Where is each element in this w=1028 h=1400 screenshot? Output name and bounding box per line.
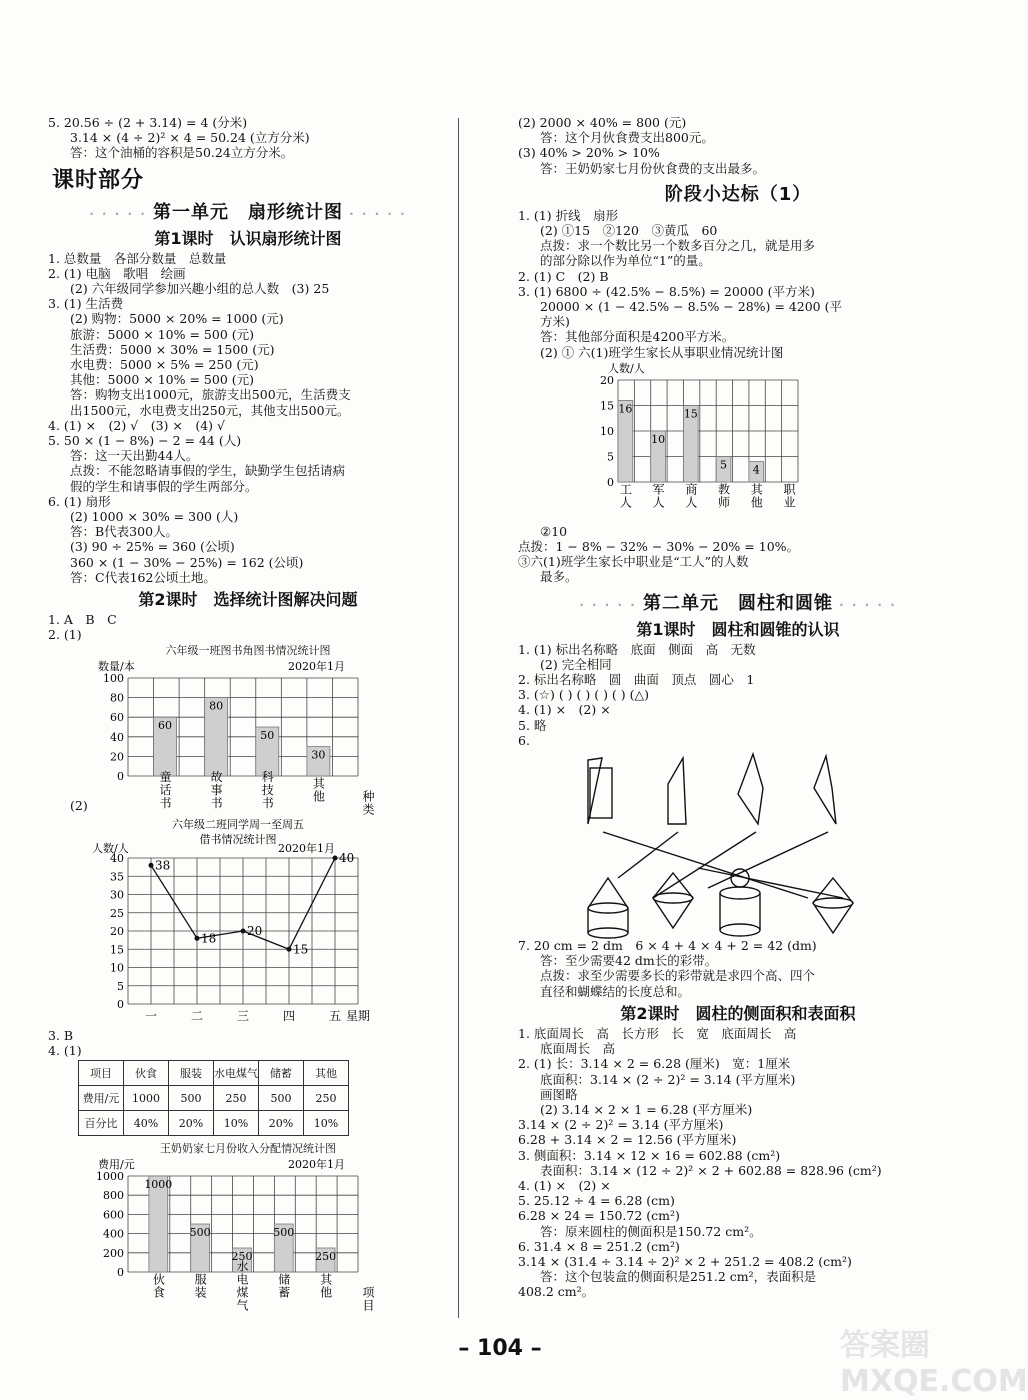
text-line: 2. 标出名称略 圆 曲面 顶点 圆心 1: [518, 672, 755, 688]
point-value-label: 38: [155, 857, 171, 872]
x-category-label: 二: [190, 1008, 204, 1023]
bar-value-label: 500: [189, 1226, 211, 1240]
text-line: (2) 购物：5000 × 20% = 1000 (元): [70, 311, 284, 327]
x-category-label: 伙食: [151, 1273, 166, 1300]
matching-figure: [578, 748, 908, 938]
text-line: ③六(1)班学生家长中职业是“工人”的人数: [518, 554, 749, 570]
text-line: 点拨：1 − 8% − 32% − 30% − 20% = 10%。: [518, 539, 800, 555]
bar-value-label: 1000: [144, 1178, 173, 1192]
point-value-label: 40: [339, 850, 355, 865]
lesson-title: 第2课时 选择统计图解决问题: [138, 590, 358, 610]
text-line: 3.14 × (2 ÷ 2)² = 3.14 (平方厘米): [518, 1117, 724, 1133]
shape-kite-2: [814, 756, 836, 824]
expense-bar-chart: [88, 1158, 388, 1328]
text-line: (2) 完全相同: [540, 656, 612, 672]
chart-date: 2020年1月: [288, 660, 345, 674]
y-tick-label: 0: [607, 475, 614, 489]
y-tick-label: 15: [600, 399, 614, 413]
match-line: [618, 832, 678, 878]
shape-spindle: [813, 878, 853, 933]
text-line: 答：这个月伙食费支出800元。: [540, 130, 714, 146]
text-line: 7. 20 cm = 2 dm 6 × 4 + 4 × 4 + 2 = 42 (dm): [518, 938, 817, 954]
column-divider: [458, 118, 459, 1318]
chart-title: 王奶奶家七月份收入分配情况统计图: [160, 1142, 336, 1156]
x-axis-label: 种类: [361, 790, 375, 817]
text-line: 答：其他部分面积是4200平方米。: [540, 329, 735, 345]
text-line: 5. 50 × (1 − 8%) − 2 = 44 (人): [48, 433, 242, 449]
y-tick-label: 40: [110, 851, 124, 865]
x-category-label: 职业: [782, 482, 796, 509]
unit-title: · · · · · 第二单元 圆柱和圆锥 · · · · ·: [579, 592, 897, 614]
x-category-label: 一: [144, 1008, 158, 1023]
text-line: 6.: [518, 732, 530, 748]
y-tick-label: 0: [117, 1266, 124, 1280]
y-tick-label: 5: [607, 450, 614, 464]
expense-table: [78, 1060, 349, 1136]
chart-date: 2020年1月: [278, 841, 335, 855]
text-line: 408.2 cm²。: [518, 1284, 595, 1300]
text-line: 3. B: [48, 1027, 74, 1043]
bar-value-label: 30: [311, 749, 326, 763]
text-line: 5. 略: [518, 717, 547, 733]
text-line: 1. 总数量 各部分数量 总数量: [48, 250, 227, 266]
text-line: (3) 40% > 20% > 10%: [518, 145, 660, 161]
text-line: 出1500元，水电费支出250元，其他支出500元。: [70, 402, 350, 418]
data-point: [149, 862, 154, 867]
text-line: 1. 底面周长 高 长方形 长 宽 底面周长 高: [518, 1025, 797, 1041]
unit-title: · · · · · 第一单元 扇形统计图 · · · · ·: [89, 201, 407, 223]
bar-value-label: 16: [618, 402, 633, 416]
data-point: [287, 946, 292, 951]
text-line: 2. (1) C (2) B: [518, 268, 609, 284]
bar-value-label: 10: [651, 432, 666, 446]
x-category-label: 五: [328, 1008, 342, 1023]
chart-title-line1: 六年级二班同学周一至周五: [172, 817, 304, 831]
text-line: (2) ①15 ②120 ③黄瓜 60: [540, 223, 718, 239]
text-line: (2) 3.14 × 2 × 1 = 6.28 (平方厘米): [540, 1101, 753, 1117]
text-line: 答：至少需要42 dm长的彩带。: [540, 953, 718, 969]
x-category-label: 水电煤气: [234, 1260, 249, 1313]
y-tick-label: 40: [110, 731, 124, 745]
x-category-label: 童话书: [158, 770, 173, 810]
text-line: (2) 2000 × 40% = 800 (元): [518, 115, 687, 130]
y-tick-label: 100: [103, 672, 124, 686]
text-line: 底面积：3.14 × (2 ÷ 2)² = 3.14 (平方厘米): [540, 1071, 796, 1087]
text-line: 3. (1) 生活费: [48, 296, 124, 312]
x-category-label: 服装: [193, 1273, 208, 1300]
text-line: 答：这一天出勤44人。: [70, 448, 199, 464]
text-line: 旅游：5000 × 10% = 500 (元): [70, 326, 255, 342]
text-line: 画图略: [540, 1086, 578, 1102]
chart-svg: [588, 362, 828, 522]
text-line: 5. 25.12 ÷ 4 = 6.28 (cm): [518, 1193, 675, 1209]
text-line: 2. (1) 长：3.14 × 2 = 6.28 (厘米) 宽：1厘米: [518, 1056, 791, 1072]
y-tick-label: 20: [600, 373, 614, 387]
stage-lines: [518, 208, 958, 360]
lesson-title: 第1课时 认识扇形统计图: [154, 228, 342, 248]
text-line: 3.14 × (31.4 ÷ 3.14 ÷ 2)² × 2 + 251.2 = 408.2 (cm²): [518, 1253, 852, 1269]
y-axis-label: 数量/本: [98, 660, 135, 674]
y-axis-label: 人数/人: [92, 841, 129, 855]
text-line: 3. (☆) ( ) ( ) ( ) ( ) (△): [518, 687, 649, 703]
right-column: [518, 115, 958, 1300]
x-category-label: 其他: [318, 1273, 333, 1300]
y-tick-label: 0: [117, 770, 124, 784]
y-tick-label: 1000: [96, 1170, 124, 1184]
text-line: (2) ① 六(1)班学生家长从事职业情况统计图: [540, 344, 784, 360]
text-line: 答：购物支出1000元，旅游支出500元，生活费支: [70, 387, 351, 403]
y-tick-label: 800: [103, 1189, 124, 1203]
y-tick-label: 80: [110, 692, 124, 706]
lesson-title: 第1课时 圆柱和圆锥的认识: [636, 619, 840, 639]
text-line: 3. (1) 6800 ÷ (42.5% − 8.5%) = 20000 (平方米): [518, 283, 815, 299]
x-category-label: 四: [282, 1008, 296, 1023]
text-line: 点拨：不能忽略请事假的学生，缺勤学生包括请病: [70, 463, 346, 479]
text-line: 答：这个包装盒的侧面积是251.2 cm²，表面积是: [540, 1269, 817, 1285]
y-axis-label: 费用/元: [98, 1158, 135, 1172]
lesson4-lines: [518, 1026, 958, 1300]
watermark: 答案圈 MXQE.COM: [840, 1328, 1028, 1399]
bar-value-label: 60: [158, 719, 173, 733]
x-category-label: 军人: [651, 482, 666, 509]
text-line: 6. 31.4 × 8 = 251.2 (cm²): [518, 1238, 680, 1254]
jobs-bar-chart: [588, 362, 828, 522]
stage-after-lines: [518, 524, 958, 585]
y-axis-label: 人数/人: [608, 361, 645, 375]
y-tick-label: 5: [117, 979, 124, 993]
y-tick-label: 15: [110, 942, 124, 956]
text-line: (3) 90 ÷ 25% = 360 (公顷): [70, 539, 235, 555]
text-line: 4. (1): [48, 1042, 82, 1058]
x-category-label: 其他: [311, 777, 326, 804]
text-line: 4. (1) × (2) √ (3) × (4) √: [48, 417, 225, 433]
text-line: 的部分除以作为单位“1”的量。: [540, 253, 711, 269]
lesson-title: 第2课时 圆柱的侧面积和表面积: [620, 1003, 856, 1023]
chart-svg: [88, 816, 388, 1026]
chart-svg: [88, 1158, 388, 1328]
chart-date: 2020年1月: [288, 1158, 345, 1172]
text-line: 水电费：5000 × 5% = 250 (元): [70, 357, 259, 373]
text-line: 1. (1) 标出名称略 底面 侧面 高 无数: [518, 641, 756, 657]
text-line: 2. (1) 电脑 歌唱 绘画: [48, 265, 186, 281]
x-category-label: 工人: [618, 482, 633, 509]
x-category-label: 科技书: [260, 770, 275, 810]
stage-title: 阶段小达标（1）: [664, 183, 812, 205]
x-category-label: 教师: [716, 482, 731, 509]
books-bar-chart: [88, 660, 388, 817]
x-axis-label: 项目: [361, 1286, 375, 1313]
lesson3-after-lines: [518, 938, 958, 999]
text-line: 4. (1) × (2) ×: [518, 702, 611, 718]
chart-title: 六年级一班图书角图书情况统计图: [165, 644, 331, 658]
x-category-label: 储蓄: [276, 1273, 291, 1300]
text-line: 20000 × (1 − 42.5% − 8.5% − 28%) = 4200 (平: [540, 299, 842, 315]
y-tick-label: 10: [110, 961, 124, 975]
text-line: 6. (1) 扇形: [48, 493, 111, 509]
text-line: 2. (1): [48, 627, 82, 643]
data-point: [333, 855, 338, 860]
chart-svg: [88, 660, 388, 817]
table-row: 费用/元 1000 500 250 500 250: [79, 1086, 349, 1111]
bar-value-label: 250: [231, 1250, 253, 1264]
y-tick-label: 30: [110, 888, 124, 902]
shape-rect-1: [590, 768, 612, 818]
text-line: ②10: [540, 523, 568, 539]
text-line: 生活费：5000 × 30% = 1500 (元): [70, 341, 275, 357]
shape-double-cone: [653, 873, 693, 928]
table-row: 百分比 40% 20% 10% 20% 10%: [79, 1111, 349, 1136]
text-line: 假的学生和请事假的学生两部分。: [70, 478, 258, 494]
shape-trapezoid: [668, 758, 686, 824]
left-column: [48, 115, 448, 1330]
text-line: 360 × (1 − 30% − 25%) = 162 (公顷): [70, 554, 304, 570]
y-tick-label: 10: [600, 424, 614, 438]
text-line: (2) 六年级同学参加兴趣小组的总人数 (3) 25: [70, 281, 330, 297]
lesson3-lines: [518, 642, 958, 748]
x-axis-label: 星期: [346, 1008, 371, 1023]
text-line: 答：C代表162公顷土地。: [70, 569, 216, 585]
point-value-label: 20: [247, 923, 263, 938]
point-value-label: 15: [293, 941, 309, 956]
text-line: 底面周长 高: [540, 1041, 616, 1057]
text-line: 点拨：求至少需要多长的彩带就是求四个高、四个: [540, 968, 816, 984]
data-point: [241, 928, 246, 933]
y-tick-label: 600: [103, 1208, 124, 1222]
match-line: [653, 832, 756, 898]
text-line: 6.28 + 3.14 × 2 = 12.56 (平方厘米): [518, 1132, 737, 1148]
text-line: 点拨：求一个数比另一个数多百分之几，就是用多: [540, 238, 816, 254]
bar-value-label: 5: [720, 458, 728, 472]
x-category-label: 三: [236, 1008, 250, 1023]
text-line: 直径和蝴蝶结的长度总和。: [540, 983, 691, 999]
text-line: 1. (1) 折线 扇形: [518, 207, 619, 223]
y-tick-label: 25: [110, 906, 124, 920]
text-line: 答：王奶奶家七月份伙食费的支出最多。: [540, 160, 766, 176]
text-line: 其他：5000 × 10% = 500 (元): [70, 372, 255, 388]
y-tick-label: 20: [110, 750, 124, 764]
x-category-label: 故事书: [209, 770, 224, 810]
bar-value-label: 500: [273, 1226, 295, 1240]
y-tick-label: 35: [110, 869, 124, 883]
section-title: 课时部分: [52, 167, 145, 193]
match-line: [708, 832, 828, 888]
chart-title-line2: 借书情况统计图: [199, 832, 277, 846]
borrow-line-chart: [88, 816, 388, 1026]
text-line: (2) 1000 × 30% = 300 (人): [70, 509, 239, 525]
x-category-label: 商人: [683, 482, 698, 509]
text-line: 6.28 × 24 = 150.72 (cm²): [518, 1208, 680, 1224]
text-line: 方米): [540, 314, 570, 330]
text-line: 3. 侧面积：3.14 × 12 × 16 = 602.88 (cm²): [518, 1147, 781, 1163]
bar-value-label: 50: [260, 729, 275, 743]
y-tick-label: 60: [110, 711, 124, 725]
data-point: [195, 935, 200, 940]
text-line: (2): [70, 798, 88, 814]
bar-value-label: 250: [315, 1250, 337, 1264]
y-tick-label: 200: [103, 1246, 124, 1260]
text-line: 表面积：3.14 × (12 ÷ 2)² × 2 + 602.88 = 828.96 (cm²): [540, 1162, 882, 1178]
text-line: 4. (1) × (2) ×: [518, 1177, 611, 1193]
text-line: 1. A B C: [48, 612, 117, 628]
text-line: 5. 20.56 ÷ (2 + 3.14) = 4 (分米): [48, 115, 248, 130]
y-tick-label: 20: [110, 924, 124, 938]
point-value-label: 18: [201, 930, 217, 945]
shape-kite-1: [738, 754, 763, 824]
table-row: 项目 伙食 服装 水电煤气 储蓄 其他: [79, 1061, 349, 1086]
bar-value-label: 15: [683, 407, 698, 421]
bar-value-label: 80: [209, 700, 224, 714]
lesson1-lines: [48, 251, 448, 585]
text-line: 答：原来圆柱的侧面积是150.72 cm²。: [540, 1223, 762, 1239]
y-tick-label: 400: [103, 1227, 124, 1241]
page-number: – 104 –: [458, 1336, 542, 1361]
text-line: 最多。: [540, 569, 578, 585]
text-line: 3.14 × (4 ÷ 2)² × 4 = 50.24 (立方分米): [70, 130, 310, 146]
bar-value-label: 4: [752, 463, 760, 477]
text-line: 答：B代表300人。: [70, 524, 179, 540]
y-tick-label: 0: [117, 997, 124, 1011]
x-category-label: 其他: [749, 482, 764, 509]
text-line: 答：这个油桶的容积是50.24立方分米。: [70, 145, 294, 161]
